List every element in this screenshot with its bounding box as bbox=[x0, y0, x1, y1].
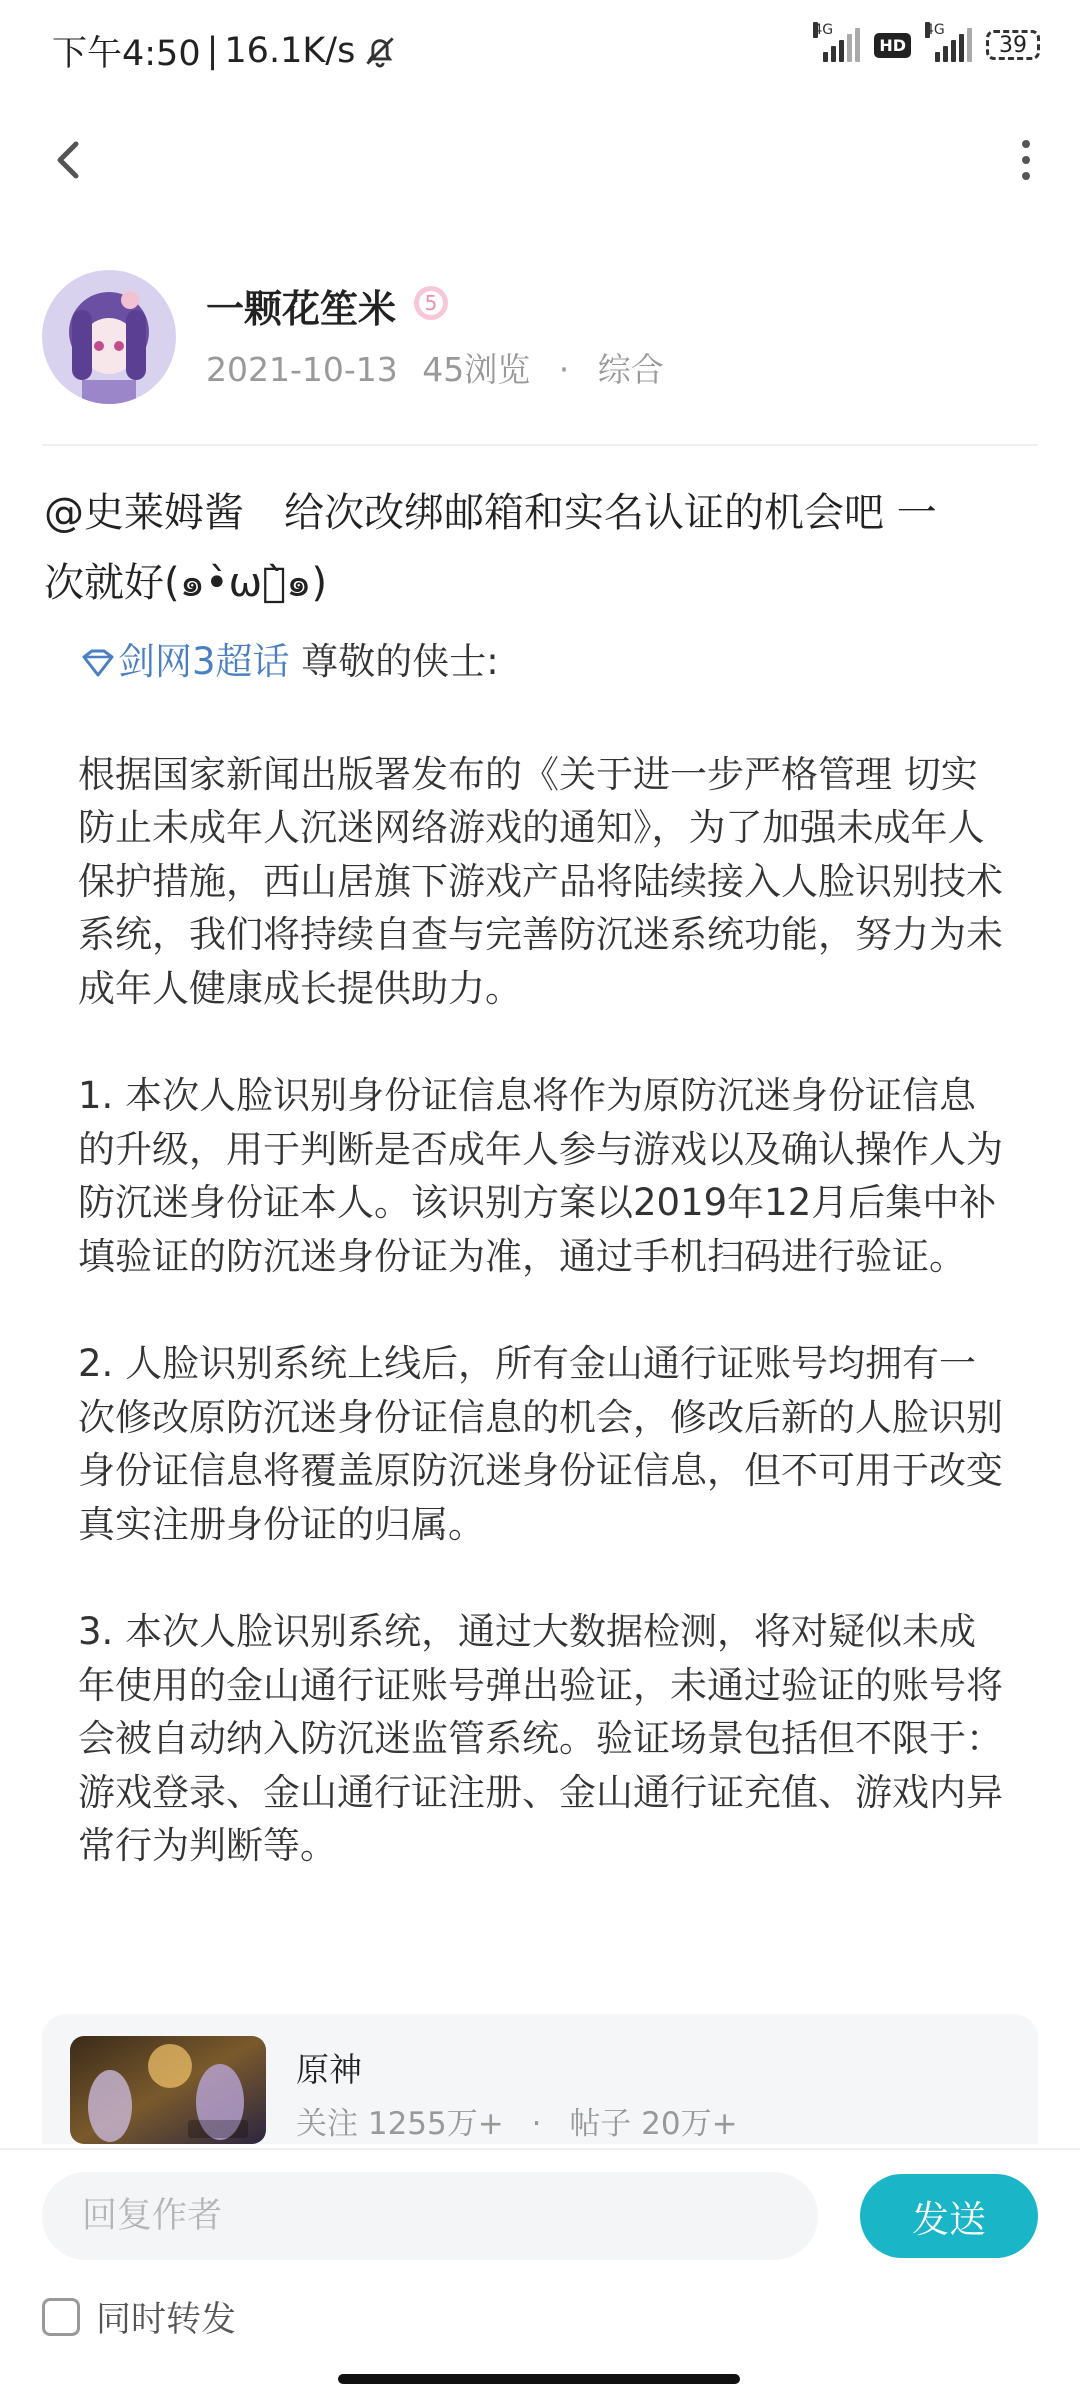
repost-header bbox=[78, 630, 1008, 694]
status-speed: 16.1K/s bbox=[224, 31, 356, 71]
topic-link[interactable]: 剑网3超话 bbox=[118, 640, 290, 683]
super-topic-icon bbox=[78, 649, 118, 679]
status-time: 下午4:50 bbox=[52, 34, 201, 74]
divider bbox=[42, 444, 1038, 446]
home-indicator[interactable] bbox=[338, 2374, 740, 2384]
author-name[interactable]: 一颗花笙米 bbox=[206, 287, 397, 331]
repost-label: 同时转发 bbox=[96, 2300, 237, 2340]
repost-content[interactable] bbox=[78, 630, 1008, 1956]
repost-paragraph: 3. 本次人脸识别系统，通过大数据检测，将对疑似未成年使用的金山通行证账号弹出验证，未通过验证的账号将会被自动纳入防沉迷监管系统。验证场景包括但不限于：游戏登录、金山通行证注册、金山通行证充值、游戏内异常行为判断等。 bbox=[78, 1610, 1003, 1868]
game-name: 原神 bbox=[296, 2050, 362, 2089]
repost-paragraph: 1. 本次人脸识别身份证信息将作为原防沉迷身份证信息的升级，用于判断是否成年人参与游戏以及确认操作人为防沉迷身份证本人。该识别方案以2019年12月后集中补填验证的防沉迷身份证为准，通过手机扫码进行验证。 bbox=[78, 1074, 1003, 1278]
more-menu-icon[interactable] bbox=[990, 130, 1050, 190]
mute-bell-icon bbox=[361, 32, 399, 70]
post-body bbox=[44, 478, 1034, 618]
repost-paragraph: 2. 人脸识别系统上线后，所有金山通行证账号均拥有一次修改原防沉迷身份证信息的机会，修改后新的人脸识别身份证信息将覆盖原防沉迷身份证信息，但不可用于改变真实注册身份证的归属。 bbox=[78, 1342, 1003, 1546]
reply-input[interactable] bbox=[42, 2172, 818, 2260]
post-category[interactable]: 综合 bbox=[597, 350, 664, 389]
send-button[interactable]: 发送 bbox=[860, 2174, 1038, 2258]
status-right bbox=[813, 22, 1040, 62]
signal-icon bbox=[813, 22, 860, 62]
battery-level: 39 bbox=[999, 32, 1027, 58]
status-left bbox=[52, 26, 399, 76]
app-bar bbox=[0, 110, 1080, 210]
hd-badge: HD bbox=[874, 33, 911, 58]
back-arrow-icon[interactable] bbox=[40, 130, 100, 190]
repost-checkbox[interactable] bbox=[42, 2298, 80, 2336]
game-card[interactable] bbox=[42, 2014, 1038, 2144]
post-meta bbox=[206, 344, 664, 391]
repost-paragraph: 根据国家新闻出版署发布的《关于进一步严格管理 切实防止未成年人沉迷网络游戏的通知》，为了加强未成年人保护措施，西山居旗下游戏产品将陆续接入人脸识别技术系统，我们将持续自查与完善防沉迷系统功能，努力为未成年人健康成长提供助力。 bbox=[78, 752, 1003, 1010]
game-separator: · bbox=[531, 2106, 542, 2142]
game-posts: 帖子 20万+ bbox=[569, 2106, 738, 2142]
network-type-1: 4G bbox=[813, 22, 834, 38]
status-separator: | bbox=[206, 31, 219, 71]
reply-bar bbox=[0, 2148, 1080, 2402]
meta-separator: · bbox=[558, 350, 570, 389]
network-type-2: 4G bbox=[925, 22, 945, 38]
repost-toggle[interactable] bbox=[42, 2292, 236, 2342]
post-date: 2021-10-13 bbox=[206, 350, 398, 389]
battery-icon bbox=[986, 30, 1040, 60]
game-stats bbox=[296, 2098, 738, 2143]
level-value: 5 bbox=[424, 291, 438, 315]
post-views: 45浏览 bbox=[422, 350, 531, 389]
avatar[interactable] bbox=[42, 270, 176, 404]
signal-icon-2 bbox=[925, 22, 972, 62]
repost-greeting: 尊敬的侠士: bbox=[289, 640, 499, 683]
post-text-line-1: @史莱姆酱 给次改绑邮箱和实名认证的机会吧 一 bbox=[44, 490, 937, 536]
level-badge-icon bbox=[412, 284, 450, 322]
post-text-line-2: 次就好(๑•̀ωก̀๑) bbox=[44, 560, 328, 606]
status-bar bbox=[0, 0, 1080, 100]
game-followers: 关注 1255万+ bbox=[296, 2106, 504, 2142]
game-thumbnail bbox=[70, 2036, 266, 2144]
